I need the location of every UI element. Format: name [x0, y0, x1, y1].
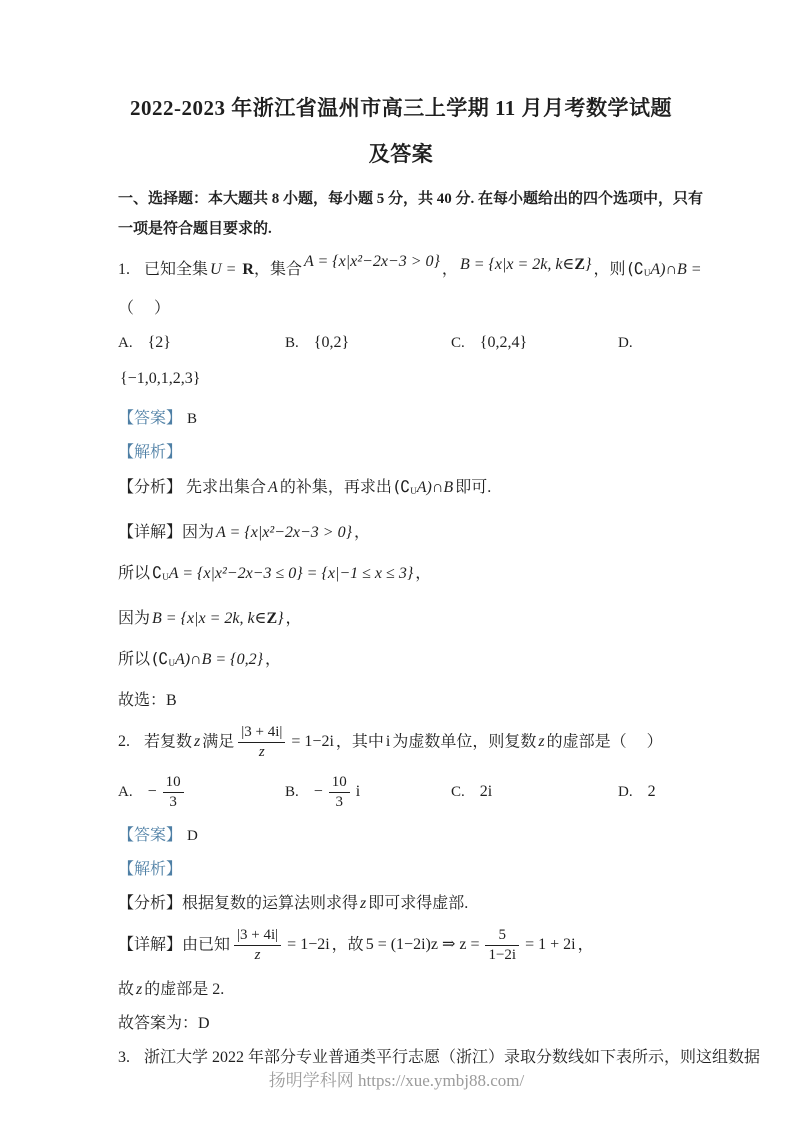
q1-text-3: ，	[441, 261, 458, 278]
q2-text-4: 为虚数单位，则复数	[392, 733, 537, 751]
q1-math-universe: U =	[210, 261, 241, 278]
question-2-stem	[118, 722, 684, 764]
q2-answer-value: D	[187, 828, 198, 844]
q2-fenxi-text-2: 即可求得虚部.	[368, 895, 469, 912]
question-1-detail-line1	[118, 520, 684, 546]
q2-detail-label: 【详解】	[118, 936, 183, 954]
document-title-line1: 2022-2023 年浙江省温州市高三上学期 11 月月考数学试题	[129, 96, 673, 120]
q2-l2-text-1: 故	[118, 980, 135, 998]
question-1-answer	[118, 406, 684, 432]
q1-text-2: ，集合	[253, 261, 302, 278]
q1-complement-symbol: (∁	[627, 259, 644, 278]
q2-option-b-sign: −	[313, 782, 323, 800]
q2-math-i: i	[385, 733, 391, 751]
q1-l4-math	[152, 651, 263, 668]
question-2-fenxi	[118, 891, 684, 917]
q2-detail-fraction-2	[485, 927, 519, 965]
q1-option-a-label: A.	[118, 335, 133, 351]
q1-option-a	[118, 334, 285, 352]
q1-fenxi-math-a	[184, 479, 278, 496]
question-2-number: 2.	[118, 733, 130, 751]
q1-l4-text-1: 所以	[118, 651, 151, 668]
document-title-line2: 及答案	[368, 142, 434, 166]
q2-option-b-denominator: 3	[329, 792, 350, 811]
q2-option-a-fraction	[163, 774, 184, 812]
q2-option-b	[285, 774, 451, 812]
q1-fenxi-text-3: 即可.	[455, 479, 492, 496]
question-2-analysis-heading	[118, 857, 684, 883]
q1-option-d-value: {−1,0,1,2,3}	[120, 370, 201, 387]
q2-math-z: z	[194, 733, 201, 751]
q2-option-a-sign: −	[147, 782, 157, 800]
q1-l3-set-b-integers: Z	[266, 610, 278, 627]
q1-detail-text-2: ，	[354, 524, 371, 541]
question-1-detail-line3	[118, 606, 684, 632]
q2-option-c-value: 2i	[479, 783, 493, 801]
q2-text-2: 满足	[202, 733, 235, 751]
site-name: 扬明学科网	[268, 1071, 354, 1090]
q2-fenxi-text-1: 根据复数的运算法则求得	[182, 895, 359, 912]
q2-detail-eq-2: 5 = (1−2i)z ⇒ z =	[365, 936, 480, 954]
q1-l3-text-2: ，	[285, 610, 302, 627]
q1-answer-value: B	[187, 411, 198, 427]
question-2-detail-line2	[118, 977, 684, 1003]
q3-text: 浙江大学 2022 年部分专业普通类平行志愿（浙江）录取分数线如下表所示，则这组数据	[144, 1048, 761, 1066]
document-content	[118, 0, 761, 1071]
question-1-analysis-heading	[118, 440, 684, 466]
question-2-conclusion: 故答案为：D	[118, 1014, 210, 1032]
q2-detail-frac2-denominator: 1−2i	[485, 945, 519, 964]
q1-math-set-b-integers: Z	[574, 256, 586, 273]
q1-l2-math	[152, 565, 413, 582]
q2-option-b-numerator: 10	[331, 773, 347, 790]
question-1-detail-line2	[118, 560, 684, 590]
q1-jiexi-label: 【解析】	[118, 444, 183, 461]
q2-option-c-label: C.	[451, 784, 465, 801]
q1-option-c	[451, 334, 618, 352]
q1-l3-set-b-pre: B = {x|x = 2k, k∈	[152, 610, 267, 627]
q1-l2-complement-symbol: ∁	[152, 563, 163, 582]
q1-complement-rest: A)∩B =	[650, 261, 702, 278]
q2-option-a	[118, 774, 285, 812]
section-instructions-line2: 一项是符合题目要求的.	[118, 221, 272, 237]
q2-option-a-numerator: 10	[165, 773, 181, 790]
q1-option-b	[285, 334, 451, 352]
q2-detail-eq-3: = 1 + 2i	[525, 936, 576, 954]
q1-detail-set-a: A = {x|x²−2x−3 > 0}	[216, 524, 352, 541]
q2-text-1: 若复数	[144, 733, 193, 751]
site-url: https://xue.ymbj88.com/	[358, 1071, 525, 1090]
q1-option-a-value: {2}	[147, 334, 171, 351]
q2-option-b-suffix: i	[355, 782, 361, 800]
q2-detail-text-1: 由已知	[182, 936, 231, 954]
question-1-stem	[118, 252, 702, 290]
q1-option-b-value: {0,2}	[313, 334, 350, 351]
q2-jiexi-label: 【解析】	[118, 861, 183, 878]
q2-detail-text-3: ，	[577, 936, 594, 954]
question-1-options	[118, 334, 684, 352]
q1-l3-set-b-post: }	[277, 610, 284, 627]
q2-option-d	[618, 783, 684, 801]
q2-detail-text-2: ，故	[331, 936, 364, 954]
q1-text-4: ，则	[593, 261, 626, 278]
q1-fenxi-complement-expr	[394, 479, 453, 496]
q1-fenxi-text-2: 的补集，再求出	[279, 479, 392, 496]
q1-option-b-label: B.	[285, 335, 299, 351]
q1-option-d-label: D.	[618, 335, 633, 351]
q2-option-b-label: B.	[285, 783, 299, 800]
question-1-conclusion: 故选：B	[118, 692, 177, 709]
question-1-option-d-value-line	[118, 366, 684, 392]
q1-l2-complement-subscript: U	[162, 572, 169, 582]
q2-option-c	[451, 783, 618, 801]
q2-option-d-value: 2	[647, 783, 656, 801]
q2-answer-label: 【答案】	[118, 827, 183, 844]
question-2-options	[118, 774, 684, 812]
q1-fenxi-complement-rest: A)∩B	[416, 479, 454, 496]
q1-math-complement-expr	[627, 261, 701, 278]
q1-l2-text-1: 所以	[118, 565, 151, 582]
q1-option-d	[618, 334, 684, 352]
q1-l4-complement-symbol: (∁	[152, 649, 169, 668]
q2-l2-text-2: 的虚部是 2.	[144, 980, 225, 998]
q1-l4-math-rest: A)∩B = {0,2}	[174, 651, 263, 668]
q1-complement-subscript: U	[643, 268, 651, 278]
q1-fenxi-set-a: A	[268, 479, 278, 496]
q1-l2-text-2: ，	[415, 565, 432, 582]
q1-math-set-b	[460, 248, 592, 282]
question-1-detail-line4	[118, 646, 684, 676]
q1-l4-text-2: ，	[264, 651, 281, 668]
site-footer	[0, 1066, 793, 1091]
q2-option-a-label: A.	[118, 783, 133, 800]
q1-answer-label: 【答案】	[118, 410, 183, 427]
q1-option-c-label: C.	[451, 335, 465, 351]
q1-detail-text-1: 因为	[182, 524, 215, 541]
q1-l3-text-1: 因为	[118, 610, 151, 627]
question-2-detail	[118, 925, 684, 967]
q2-math-eq: = 1−2i	[291, 733, 334, 751]
q2-detail-eq-1: = 1−2i	[287, 936, 330, 954]
q2-math-z2: z	[538, 733, 545, 751]
section-instructions-line1: 一、选择题：本大题共 8 小题，每小题 5 分，共 40 分. 在每小题给出的四个选项中，只有	[118, 191, 704, 207]
question-1-answer-blank: （ ）	[118, 300, 171, 317]
q2-fenxi-label: 【分析】	[118, 895, 183, 912]
q2-detail-fraction-1	[234, 927, 281, 965]
q2-detail-frac2-numerator: 5	[498, 927, 507, 943]
q2-option-a-denominator: 3	[163, 792, 184, 811]
q1-l3-math-set-b	[152, 610, 284, 627]
q1-option-c-value: {0,2,4}	[479, 334, 528, 351]
q2-fraction-numerator: |3 + 4i|	[241, 724, 283, 740]
q1-l2-math-rest: A = {x|x²−2x−3 ≤ 0} = {x|−1 ≤ x ≤ 3}	[168, 565, 414, 582]
q2-l2-math-z: z	[136, 980, 143, 998]
q1-detail-label: 【详解】	[118, 524, 183, 541]
question-1-number: 1.	[118, 261, 130, 278]
q1-math-reals: R	[242, 261, 254, 278]
q1-math-set-b-pre: B = {x|x = 2k, k∈	[459, 256, 575, 273]
q1-fenxi-complement-subscript: U	[410, 486, 417, 496]
q1-fenxi-label: 【分析】	[118, 479, 183, 496]
q2-option-d-label: D.	[618, 784, 633, 801]
q1-math-set-a: A = {x|x²−2x−3 > 0}	[303, 253, 440, 270]
q2-text-3: ，其中	[335, 733, 384, 751]
q2-fenxi-math-z: z	[360, 895, 367, 912]
q2-option-b-fraction	[329, 774, 350, 812]
q2-fraction-denominator: z	[238, 742, 285, 761]
question-3-number: 3.	[118, 1048, 130, 1066]
q1-fenxi-complement-symbol: (∁	[393, 477, 411, 496]
q2-detail-frac1-numerator: |3 + 4i|	[237, 927, 279, 943]
q1-text-1: 已知全集	[144, 261, 209, 278]
q1-math-set-b-post: }	[585, 256, 592, 273]
q1-fenxi-text-1: 先求出集合	[186, 479, 267, 496]
question-1-fenxi	[118, 474, 684, 504]
q1-l4-complement-subscript: U	[168, 658, 175, 668]
q2-detail-frac1-denominator: z	[234, 945, 281, 964]
q2-fraction	[238, 724, 285, 762]
question-2-answer	[118, 823, 684, 849]
q2-text-5: 的虚部是（ ）	[546, 733, 663, 751]
